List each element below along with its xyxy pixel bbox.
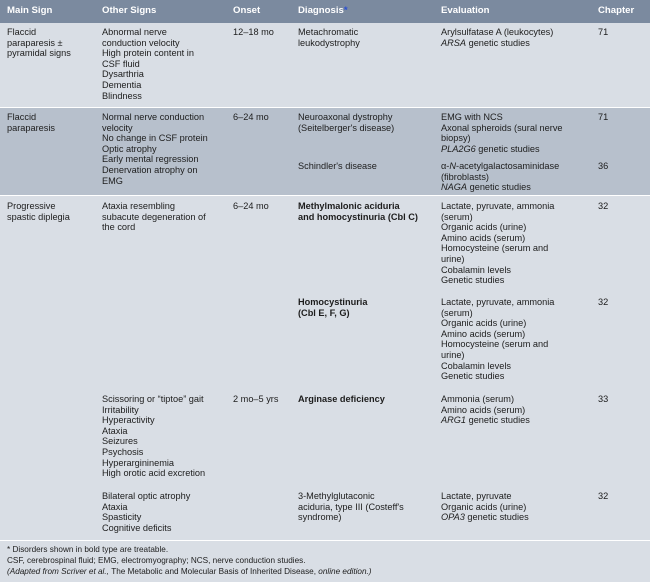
- r6-onset: 2 mo–5 yrs: [233, 394, 279, 404]
- r5-chapter: 32: [598, 297, 609, 307]
- r4-other-signs: Ataxia resembling subacute degeneration of the cord: [102, 201, 206, 233]
- r2-onset: 6–24 mo: [233, 112, 269, 122]
- r1-other-signs: Abnormal nerve conduction velocity High protein content in CSF fluid Dysarthria Dementia Blindness: [102, 27, 194, 101]
- r7-chapter: 32: [598, 491, 609, 501]
- r2-other-signs: Normal nerve conduction velocity No change in CSF protein Optic atrophy Early mental regression Denervation atrophy on EMG: [102, 112, 208, 186]
- r2-main-sign: Flaccid paraparesis: [7, 112, 56, 133]
- r2-chapter: 71: [598, 112, 609, 122]
- header-diagnosis-marker: *: [343, 5, 348, 16]
- r1-evaluation: Arylsulfatase A (leukocytes) ARSA genetic studies: [441, 27, 554, 48]
- r6-evaluation: Ammonia (serum) Amino acids (serum) ARG1 genetic studies: [441, 394, 530, 426]
- r4-chapter: 32: [598, 201, 609, 211]
- footnote-source: (Adapted from Scriver et al., The Metabolic and Molecular Basis of Inherited Disease, online edition.): [7, 567, 372, 576]
- header-evaluation: Evaluation: [441, 5, 490, 16]
- header-chapter: Chapter: [598, 5, 635, 16]
- r1-main-sign: Flaccid paraparesis ± pyramidal signs: [7, 27, 71, 59]
- header-onset: Onset: [233, 5, 261, 16]
- table-footnotes: [0, 541, 650, 582]
- r2-diagnosis: Neuroaxonal dystrophy (Seitelberger's disease): [298, 112, 395, 133]
- r4-main-sign: Progressive spastic diplegia: [7, 201, 70, 222]
- footnote-abbreviations: CSF, cerebrospinal fluid; EMG, electromyography; NCS, nerve conduction studies.: [7, 556, 306, 565]
- r6-diagnosis: Arginase deficiency: [298, 394, 385, 404]
- r1-onset: 12–18 mo: [233, 27, 274, 37]
- r7-diagnosis: 3-Methylglutaconic aciduria, type III (Costeff's syndrome): [298, 491, 404, 523]
- r1-diagnosis: Metachromatic leukodystrophy: [298, 27, 360, 48]
- header-main-sign: Main Sign: [7, 5, 53, 16]
- r3-diagnosis: Schindler's disease: [298, 161, 377, 171]
- r5-evaluation: Lactate, pyruvate, ammonia (serum) Organic acids (urine) Amino acids (serum) Homocysteine (serum and urine) Cobalamin levels Genetic studies: [441, 297, 555, 382]
- r4-diagnosis: Methylmalonic aciduria and homocystinuria (Cbl C): [298, 201, 418, 222]
- r6-other-signs: Scissoring or “tiptoe” gait Irritability Hyperactivity Ataxia Seizures Psychosis Hyperargininemia High orotic acid excretion: [102, 394, 206, 479]
- header-other-signs: Other Signs: [102, 5, 157, 16]
- r5-diagnosis: Homocystinuria (Cbl E, F, G): [298, 297, 368, 318]
- r7-evaluation: Lactate, pyruvate Organic acids (urine) OPA3 genetic studies: [441, 491, 529, 523]
- footnote-treatable: * Disorders shown in bold type are treatable.: [7, 545, 169, 554]
- r2-evaluation: EMG with NCS Axonal spheroids (sural nerve biopsy) PLA2G6 genetic studies: [441, 112, 563, 154]
- r7-other-signs: Bilateral optic atrophy Ataxia Spasticity Cognitive deficits: [102, 491, 191, 533]
- r4-evaluation: Lactate, pyruvate, ammonia (serum) Organic acids (urine) Amino acids (serum) Homocysteine (serum and urine) Cobalamin levels Genetic studies: [441, 201, 555, 286]
- r4-onset: 6–24 mo: [233, 201, 269, 211]
- r3-chapter: 36: [598, 161, 609, 171]
- r1-chapter: 71: [598, 27, 609, 37]
- header-diagnosis: [298, 6, 348, 17]
- header-diagnosis-label: Diagnosis: [298, 5, 344, 16]
- r3-evaluation: α-N-acetylgalactosaminidase (fibroblasts) NAGA genetic studies: [441, 161, 560, 193]
- r6-chapter: 33: [598, 394, 609, 404]
- table-header: [0, 0, 650, 23]
